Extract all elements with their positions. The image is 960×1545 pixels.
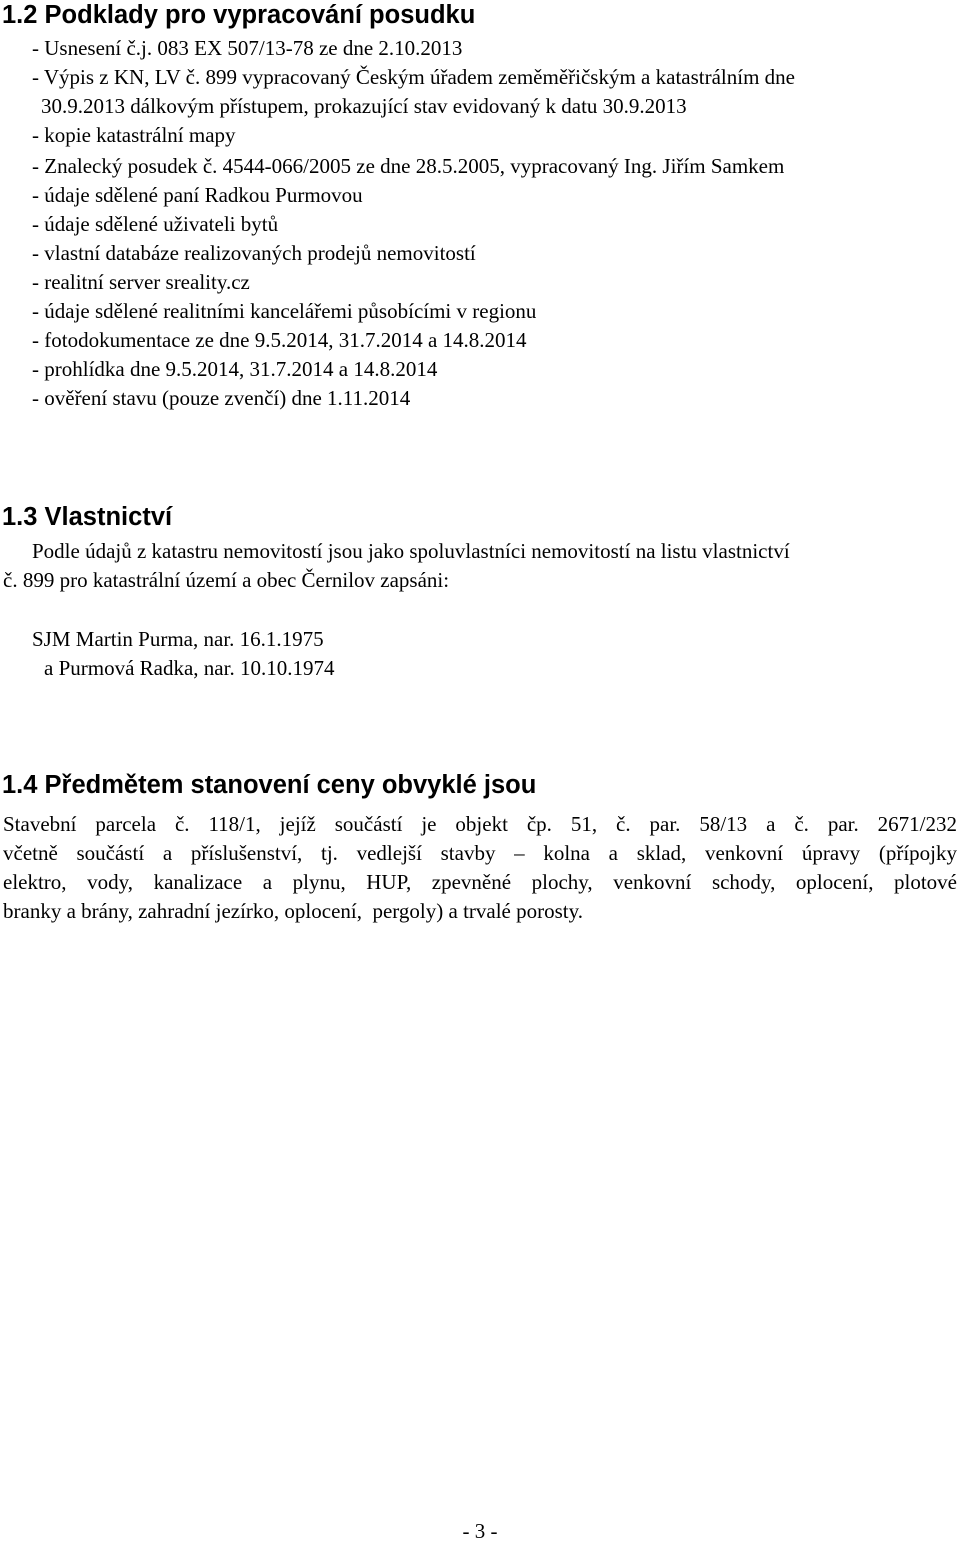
subject-text-line: elektro, vody, kanalizace a plynu, HUP, zpevněné plochy, venkovní schody, oplocení, plotové <box>3 870 957 894</box>
list-item: - fotodokumentace ze dne 9.5.2014, 31.7.2014 a 14.8.2014 <box>32 328 527 352</box>
subject-text-line: včetně součástí a příslušenství, tj. vedlejší stavby – kolna a sklad, venkovní úpravy (přípojky <box>3 841 957 865</box>
section-heading-predmet: 1.4 Předmětem stanovení ceny obvyklé jsou <box>2 771 537 799</box>
owner-line: a Purmová Radka, nar. 10.10.1974 <box>44 656 335 680</box>
ownership-text-line: Podle údajů z katastru nemovitostí jsou jako spoluvlastníci nemovitostí na listu vlastnictví <box>32 539 790 563</box>
section-heading-podklady: 1.2 Podklady pro vypracování posudku <box>2 1 476 29</box>
list-item: - Výpis z KN, LV č. 899 vypracovaný Českým úřadem zeměměřičským a katastrálním dne <box>32 65 796 89</box>
list-item: - údaje sdělené uživateli bytů <box>32 212 279 236</box>
list-item: - ověření stavu (pouze zvenčí) dne 1.11.2014 <box>32 386 411 410</box>
list-item: - údaje sdělené paní Radkou Purmovou <box>32 183 363 207</box>
list-item: - prohlídka dne 9.5.2014, 31.7.2014 a 14.8.2014 <box>32 357 438 381</box>
list-item: - údaje sdělené realitními kancelářemi působícími v regionu <box>32 299 537 323</box>
section-heading-vlastnictvi: 1.3 Vlastnictví <box>2 503 173 531</box>
list-item: - kopie katastrální mapy <box>32 123 236 147</box>
ownership-text-line: č. 899 pro katastrální území a obec Černilov zapsáni: <box>3 568 450 592</box>
list-item: - Znalecký posudek č. 4544-066/2005 ze dne 28.5.2005, vypracovaný Ing. Jiřím Samkem <box>32 154 785 178</box>
owner-line: SJM Martin Purma, nar. 16.1.1975 <box>32 627 324 651</box>
list-item: - realitní server sreality.cz <box>32 270 250 294</box>
list-item: - Usnesení č.j. 083 EX 507/13-78 ze dne 2.10.2013 <box>32 36 463 60</box>
list-item: - vlastní databáze realizovaných prodejů nemovitostí <box>32 241 476 265</box>
subject-text-line: Stavební parcela č. 118/1, jejíž součástí je objekt čp. 51, č. par. 58/13 a č. par. 2671/232 <box>3 812 957 836</box>
list-item-continuation: 30.9.2013 dálkovým přístupem, prokazující stav evidovaný k datu 30.9.2013 <box>41 94 687 118</box>
page-number: - 3 - <box>462 1519 498 1543</box>
subject-text-line: branky a brány, zahradní jezírko, oplocení, pergoly) a trvalé porosty. <box>3 899 584 923</box>
